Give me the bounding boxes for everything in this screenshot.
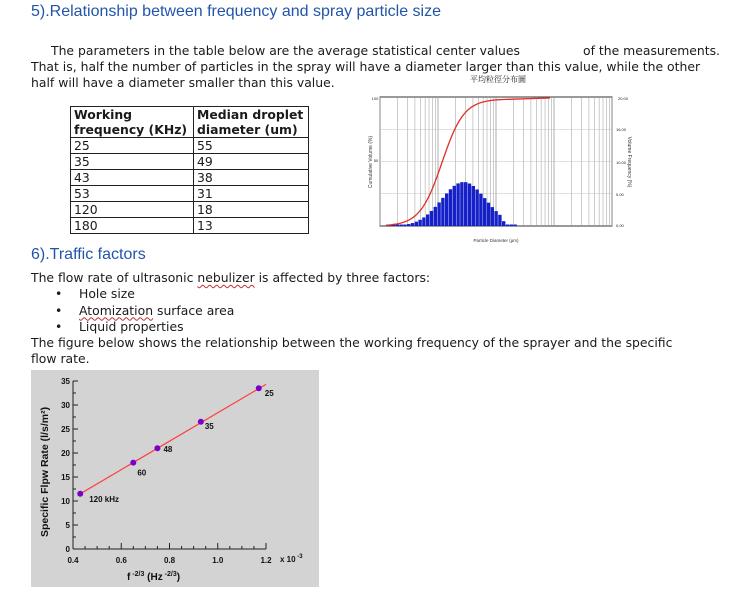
list-item (52, 303, 234, 320)
distribution-bar (411, 223, 414, 226)
bullet-surface-area: surface area (153, 302, 235, 318)
y-tick-label: 5 (65, 521, 70, 530)
distribution-bar (437, 202, 440, 226)
y-tick-label: 30 (61, 401, 70, 410)
bullet-atomization: Atomization (79, 302, 154, 318)
data-point-label: 25 (264, 389, 274, 399)
data-point-label: 60 (137, 468, 147, 478)
bullet-liquid-properties: Liquid properties (79, 319, 184, 334)
data-point (256, 385, 262, 391)
distribution-bar (445, 193, 448, 226)
distribution-bar (449, 189, 452, 226)
bullet-hole-size: Hole size (79, 286, 135, 301)
right-tick-0: 0.00 (616, 223, 624, 228)
distribution-bar (498, 215, 501, 226)
distribution-bar (418, 220, 421, 226)
distribution-bar (475, 189, 478, 226)
right-tick-10: 10.00 (616, 160, 627, 165)
y-tick-label: 20 (61, 449, 70, 458)
table-cell: 13 (194, 218, 309, 234)
distribution-bar (434, 207, 437, 226)
table-cell: 49 (194, 154, 309, 170)
header-working-frequency-line2: frequency (KHz) (74, 122, 188, 137)
left-tick-100: 100 (371, 96, 379, 101)
distribution-bar (460, 182, 463, 226)
section6-intro-nebulizer: nebulizer (197, 270, 255, 285)
distribution-bar (483, 198, 486, 226)
right-tick-16: 16.00 (616, 127, 627, 132)
table-cell: 55 (194, 138, 309, 154)
x-tick-label: 0.6 (115, 556, 127, 565)
distribution-bar (494, 211, 497, 226)
table-cell: 180 (71, 218, 194, 234)
table-row (71, 170, 309, 186)
left-axis-label: Cumulative Volume (%) (368, 135, 374, 189)
table-cell: 38 (194, 170, 309, 186)
distribution-bar (487, 203, 490, 226)
chart-background (31, 370, 319, 587)
distribution-bar (430, 211, 433, 226)
distribution-bar (396, 225, 399, 227)
section6-para-line2: flow rate. (31, 351, 90, 366)
y-axis-label: Specific Flpw Rate (l/s/m²) (39, 406, 51, 538)
list-item (52, 286, 234, 303)
table-cell: 31 (194, 186, 309, 202)
y-tick-label: 10 (61, 497, 70, 506)
data-point-label: 35 (204, 421, 214, 431)
frequency-diameter-table (70, 106, 309, 234)
distribution-bar (415, 222, 418, 226)
section6-intro (31, 270, 430, 286)
section6-para-line1: The figure below shows the relationship between the working frequency of the sprayer and the specific (31, 335, 673, 350)
header-median-diameter (194, 107, 309, 138)
table-row (71, 154, 309, 170)
table-cell: 53 (71, 186, 194, 202)
data-point-label: 120 kHz (89, 494, 120, 504)
section5-para-line1-tail: of the measurements. (583, 43, 720, 58)
header-working-frequency (71, 107, 194, 138)
distribution-bar (472, 186, 475, 226)
distribution-x-label: Particle Diameter (μm) (473, 238, 519, 243)
table-cell: 35 (71, 154, 194, 170)
x-tick-label: 1.0 (212, 556, 224, 565)
distribution-bar (506, 225, 509, 227)
distribution-bar (399, 225, 402, 227)
distribution-bar (426, 214, 429, 226)
header-median-diameter-line1: Median droplet (197, 107, 304, 122)
data-point (154, 445, 160, 451)
data-point (130, 460, 136, 466)
distribution-bar (502, 221, 505, 226)
particle-distribution-chart (366, 70, 638, 250)
x-tick-label: 0.4 (67, 556, 79, 565)
y-tick-label: 25 (61, 425, 70, 434)
table-cell: 43 (71, 170, 194, 186)
x-axis-label-text: f $^{-2/3}$ (Hz $^{-2/3}$) (127, 571, 181, 583)
distribution-bar (479, 194, 482, 226)
distribution-bar (513, 225, 516, 227)
table-cell: 18 (194, 202, 309, 218)
table-cell: 25 (71, 138, 194, 154)
distribution-bar (456, 183, 459, 226)
x-axis-multiplier: x 10 $^{-3}$ (280, 554, 303, 564)
section5-heading: 5).Relationship between frequency and spray particle size (31, 3, 442, 20)
distribution-bar (468, 184, 471, 226)
list-item (52, 319, 234, 336)
header-median-diameter-line2: diameter (um) (197, 122, 298, 137)
table-cell: 120 (71, 202, 194, 218)
section5-para-line3: half will have a diameter smaller than this value. (31, 75, 335, 90)
table-row (71, 138, 309, 154)
section5-para-line1: The parameters in the table below are the average statistical center values (51, 43, 520, 58)
distribution-chart-title: 平均粒徑分布圖 (470, 75, 526, 84)
distribution-bar (453, 186, 456, 226)
y-tick-label: 0 (65, 545, 70, 554)
table-row (71, 202, 309, 218)
distribution-bar (510, 225, 513, 227)
flow-rate-chart (31, 370, 319, 587)
table-row (71, 186, 309, 202)
x-tick-label: 1.2 (260, 556, 272, 565)
left-tick-50: 50 (373, 158, 379, 163)
section6-intro-pre: The flow rate of ultrasonic (31, 270, 198, 285)
section5-para-line2: That is, half the number of particles in the spray will have a diameter larger than this value, while the other (31, 59, 701, 74)
section6-intro-post: is affected by three factors: (254, 270, 431, 285)
right-tick-5: 5.00 (616, 192, 624, 197)
y-tick-label: 35 (61, 377, 70, 386)
right-axis-label: Volume Frequency (%) (626, 136, 632, 188)
distribution-bar (407, 224, 410, 226)
x-tick-label: 0.8 (163, 556, 176, 565)
data-point (77, 491, 83, 497)
traffic-factor-list (52, 286, 234, 336)
distribution-bar (491, 207, 494, 226)
distribution-bar (422, 217, 425, 226)
distribution-bar (464, 182, 467, 226)
data-point-label: 48 (163, 445, 173, 455)
distribution-bar (403, 225, 406, 227)
section6-heading: 6).Traffic factors (31, 246, 146, 263)
header-working-frequency-line1: Working (74, 107, 133, 122)
data-point (198, 419, 204, 425)
right-tick-20: 20.00 (618, 96, 629, 101)
y-tick-label: 15 (61, 473, 70, 482)
distribution-bar (441, 198, 444, 226)
table-header-row (71, 107, 309, 138)
table-row (71, 218, 309, 234)
